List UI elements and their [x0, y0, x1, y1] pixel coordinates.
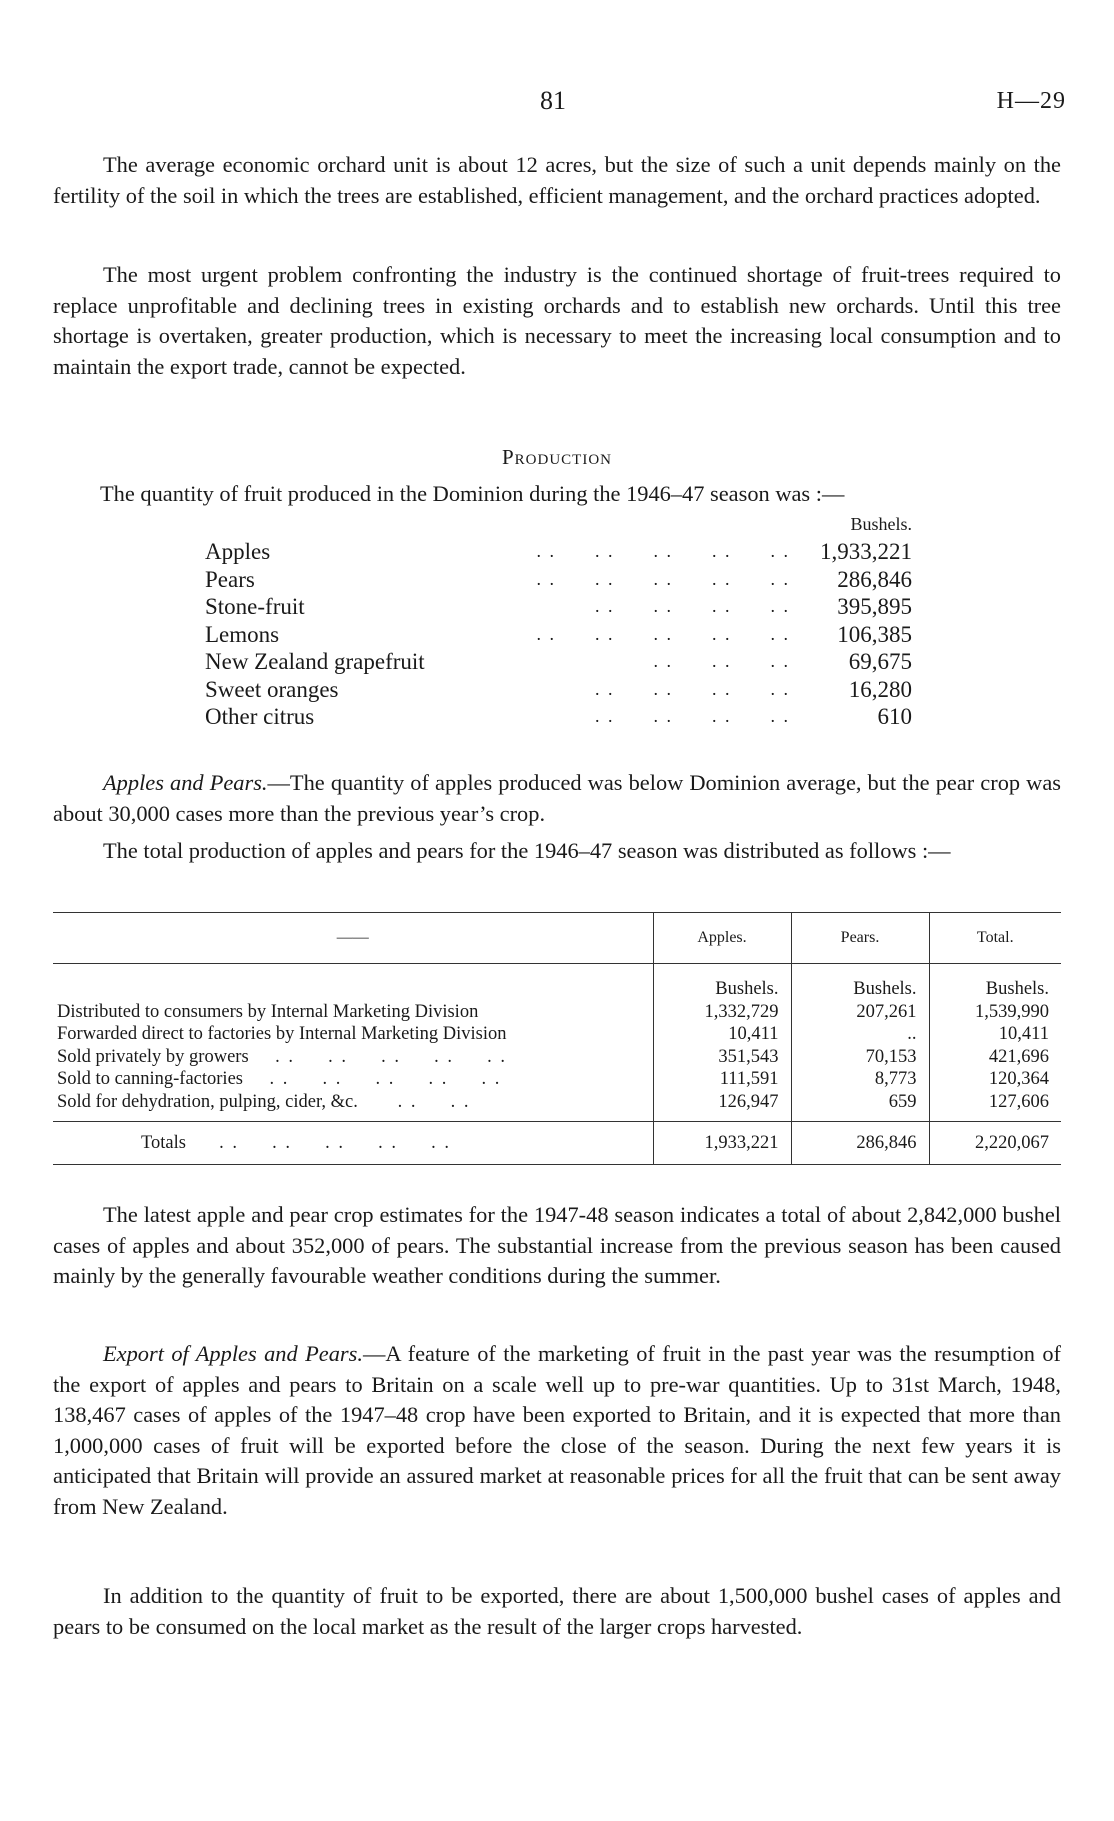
- fruit-quantity: 69,675: [848, 649, 912, 674]
- apples-cell: 126,947: [653, 1091, 791, 1122]
- list-item: . . . . . . . . Sweet oranges 16,280: [205, 676, 912, 702]
- total-cell: 120,364: [929, 1068, 1061, 1091]
- distribution-table: [53, 912, 1061, 1165]
- page-header: [0, 86, 1114, 116]
- pears-cell: 207,261: [791, 1001, 929, 1024]
- list-item: . . . . . . . . . . Apples 1,933,221: [205, 539, 912, 564]
- paragraph-orchard-unit: The average economic orchard unit is about 12 acres, but the size of such a unit depends mainly on the fertility of the soil in which the trees are established, efficient management, and the orchard practices adopted.: [53, 152, 1061, 208]
- table-header-row: [53, 913, 1061, 964]
- table-unit-row: [53, 964, 1061, 1001]
- fruit-name: Pears: [205, 566, 255, 592]
- total-cell: 10,411: [929, 1023, 1061, 1046]
- apples-cell: 351,543: [653, 1046, 791, 1069]
- row-label: Forwarded direct to factories by Internal Marketing Division: [57, 1024, 507, 1044]
- table-row: [53, 1091, 1061, 1122]
- list-item: . . . . . . . . . . Lemons 106,385: [205, 621, 912, 647]
- row-label: Distributed to consumers by Internal Marketing Division: [57, 1001, 479, 1022]
- fruit-quantity: 1,933,221: [820, 539, 912, 564]
- unit-label: Bushels.: [653, 964, 791, 1001]
- production-unit-label: Bushels.: [850, 514, 912, 534]
- fruit-quantity: 16,280: [848, 676, 912, 702]
- total-cell: 421,696: [929, 1046, 1061, 1069]
- total-cell: 127,606: [929, 1091, 1061, 1122]
- fruit-name: Sweet oranges: [205, 676, 339, 702]
- list-item: . . . . . . New Zealand grapefruit 69,675: [205, 649, 912, 674]
- fruit-name: Lemons: [205, 621, 280, 647]
- row-label: Sold privately by growers . . . . . . . . . .: [57, 1046, 508, 1067]
- list-item: . . . . . . . . Other citrus 610: [205, 704, 912, 729]
- unit-label: Bushels.: [929, 964, 1061, 1001]
- fruit-name: New Zealand grapefruit: [205, 649, 425, 674]
- apples-cell: 1,332,729: [653, 1001, 791, 1024]
- paragraph-tree-shortage: The most urgent problem confronting the industry is the continued shortage of fruit-trees required to replace unprofitable and declining trees in existing orchards and to establish new orchards. Until this tree shortage is overtaken, greater production, which is necessary to meet the increasing local consumption and to maintain the export trade, cannot be expected.: [53, 262, 1061, 379]
- section-heading-production: Production: [501, 445, 612, 469]
- table-row: [53, 1001, 1061, 1024]
- document-reference: H—29: [996, 88, 1066, 114]
- pears-cell: ..: [791, 1023, 929, 1046]
- export-title: Export of Apples and Pears.: [103, 1341, 363, 1366]
- table-row: [53, 1068, 1061, 1091]
- fruit-name: Other citrus: [205, 704, 315, 729]
- pears-total: 286,846: [791, 1122, 929, 1165]
- paragraph-export: Export of Apples and Pears.—A feature of the marketing of fruit in the past year was the resumption of the export of apples and pears to Britain on a scale well up to pre-war quantities. Up to 31st March, 1948, 138,467 cases of apples of the 1947–48 crop have been exported to Britain, and it is expected that more than 1,000,000 cases of fruit will be exported before the close of the season. During the next few years it is anticipated that Britain will provide an assured market at reasonable prices for all the fruit that can be sent away from New Zealand.: [53, 1341, 1061, 1519]
- table-totals-row: [53, 1122, 1061, 1165]
- fruit-quantity: 395,895: [837, 594, 912, 619]
- fruit-name: Stone-fruit: [205, 594, 305, 619]
- paragraph-distribution-intro: The total production of apples and pears for the 1946–47 season was distributed as follows :—: [103, 838, 951, 863]
- pears-cell: 70,153: [791, 1046, 929, 1069]
- production-intro: The quantity of fruit produced in the Dominion during the 1946–47 season was :—: [100, 481, 845, 506]
- fruit-quantity: 286,846: [837, 566, 912, 592]
- unit-label: Bushels.: [791, 964, 929, 1001]
- pears-cell: 8,773: [791, 1068, 929, 1091]
- paragraph-local-market: In addition to the quantity of fruit to be exported, there are about 1,500,000 bushel cases of apples and pears to be consumed on the local market as the result of the larger crops harvested.: [53, 1583, 1061, 1639]
- grand-total: 2,220,067: [929, 1122, 1061, 1165]
- apples-cell: 111,591: [653, 1068, 791, 1091]
- fruit-quantity: 610: [877, 704, 912, 729]
- column-header: Apples.: [653, 913, 791, 964]
- column-header: Total.: [929, 913, 1061, 964]
- fruit-quantity: 106,385: [837, 621, 912, 647]
- apples-cell: 10,411: [653, 1023, 791, 1046]
- list-item: . . . . . . . . . . Pears 286,846: [205, 566, 912, 592]
- row-label: Sold to canning-factories . . . . . . . . . .: [57, 1069, 502, 1089]
- list-item: . . . . . . . . Stone-fruit 395,895: [205, 594, 912, 619]
- apples-pears-title: Apples and Pears.: [103, 770, 268, 795]
- production-list: [205, 538, 912, 731]
- table-row: [53, 1046, 1061, 1069]
- page-number: 81: [540, 86, 566, 115]
- column-header: ——: [53, 913, 653, 964]
- pears-cell: 659: [791, 1091, 929, 1122]
- fruit-name: Apples: [205, 539, 271, 564]
- paragraph-crop-estimates: The latest apple and pear crop estimates for the 1947-48 season indicates a total of about 2,842,000 bushel cases of apples and about 352,000 of pears. The substantial increase from the previous season has been caused mainly by the generally favourable weather conditions during the summer.: [53, 1202, 1061, 1288]
- table-row: [53, 1023, 1061, 1046]
- apples-total: 1,933,221: [653, 1122, 791, 1165]
- paragraph-apples-pears: Apples and Pears.—The quantity of apples produced was below Dominion average, but the pear crop was about 30,000 cases more than the previous year’s crop.: [53, 770, 1061, 826]
- total-cell: 1,539,990: [929, 1001, 1061, 1024]
- column-header: Pears.: [791, 913, 929, 964]
- totals-label: Totals . . . . . . . . . .: [53, 1122, 653, 1165]
- row-label: Sold for dehydration, pulping, cider, &c. . . . .: [57, 1091, 471, 1112]
